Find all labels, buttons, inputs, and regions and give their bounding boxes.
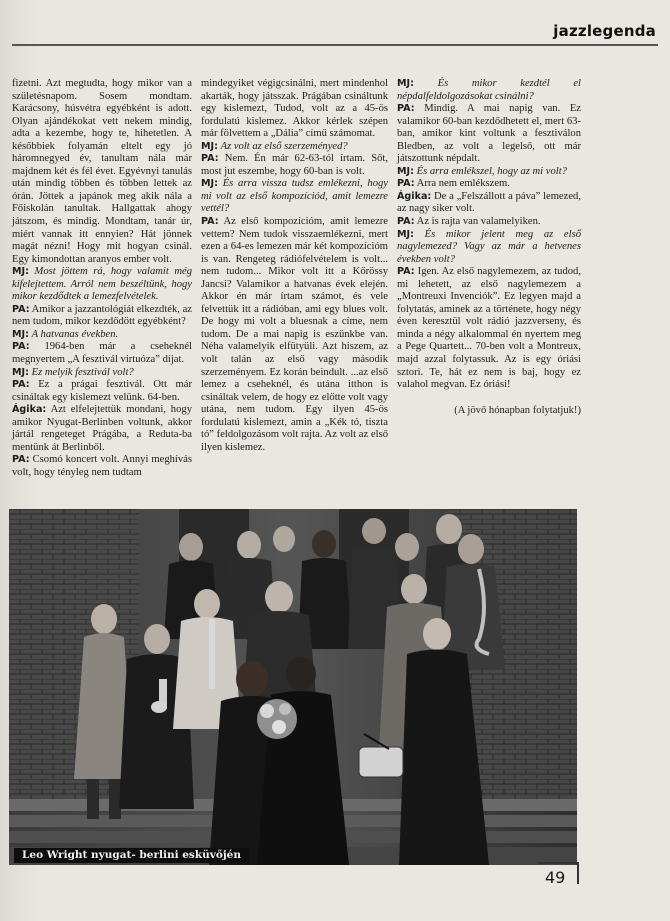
speech-text: Az is rajta van valamelyiken. [416, 216, 541, 228]
speaker-label: MJ: [201, 178, 218, 190]
interview-answer [397, 103, 581, 166]
interview-answer [397, 216, 581, 229]
speech-text: Azt elfelejtettük mondani, hogy amikor Nyugat-Berlinben voltunk, akkor jártál rengeteget Prágába, a Reduta-ba mentünk át Berlinből. [12, 404, 192, 453]
text-column-2 [201, 78, 388, 454]
speech-text: És arra emlékszel, hogy az mi volt? [416, 165, 567, 177]
speech-text: Ez a prágai fesztivál. Ott már csináltak egy kislemezt velünk. 64-ben. [12, 379, 192, 403]
paragraph: mindegyiket végigcsinálni, mert mindenhol akarták, hogy játsszak. Prágában csináltunk egy kislemezt, Tudod, volt az a 45-ös fordulatú kislemez. Akkor kérlek szépen már fölvettem a „Dália” című számomat. [201, 78, 388, 140]
speech-text: Most jöttem rá, hogy valamit még kifelejtettem. Arról nem beszéltünk, hogy mikor kezdődtek a lemezfelvételek. [12, 266, 192, 303]
speech-text: És arra vissza tudsz emlékezni, hogy mi volt az első kompozíciód, amit lemezre vettél? [201, 178, 388, 215]
page-number: 49 [545, 868, 566, 887]
interview-answer [201, 153, 388, 178]
speaker-label: PA: [12, 341, 30, 353]
speaker-label: MJ: [12, 328, 29, 340]
speaker-label: PA: [397, 103, 415, 115]
speaker-label: MJ: [12, 366, 29, 378]
speech-text: Az volt az első szerzeményed? [220, 140, 348, 152]
speaker-label: Ágika: [397, 190, 432, 202]
text-column-1 [12, 78, 192, 480]
speaker-label: MJ: [201, 140, 218, 152]
speech-text: 1964-ben már a cseheknél megnyertem „A fesztivál virtuóza” díjat. [12, 341, 192, 366]
speaker-label: MJ: [397, 228, 414, 240]
interview-answer [12, 454, 192, 479]
interview-answer [397, 266, 581, 391]
speaker-label: PA: [397, 216, 415, 228]
interview-question [12, 329, 192, 342]
speech-text: Nem. Én már 62-63-tól írtam. Sőt, most jut eszembe, hogy 60-ban is volt. [201, 153, 388, 177]
page-number-rule-top [538, 862, 578, 864]
interview-answer [397, 191, 581, 216]
speech-text: A hatvanas években. [31, 328, 119, 340]
interview-answer [12, 341, 192, 366]
speaker-label: PA: [12, 379, 30, 391]
speaker-label: PA: [397, 266, 415, 278]
speech-text: És mikor jelent meg az első nagylemezed? Vagy az már a hetvenes években volt? [397, 228, 581, 265]
speaker-label: PA: [397, 178, 415, 190]
speaker-label: PA: [201, 153, 219, 165]
speaker-label: PA: [12, 303, 30, 315]
page-number-rule-side [577, 862, 579, 884]
section-label: jazzlegenda [553, 22, 656, 40]
speaker-label: MJ: [397, 165, 414, 177]
speech-text: Az első kompozícióm, amit lemezre vettem? Nem tudok visszaemlékezni, mert ezen a 64-es lemezen már két kompozícióm is van. Rengeteg rádiófelvételem is volt... nem tudom... Mikor volt itt a Kőrössy Jancsi? Valamikor a hatvanas évek elején. Akkor én már írtam számot, és vele felvettük itt a rádióban, ami egy blues volt. De hogy mi volt a bluesnak a címe, nem tudom. De a mai napig is eszünkbe van. Néha valamelyik elfütyüli. Azt hiszem, az volt talán az első vagy második szerzeményem. Ez korán beindult. ...az első lemez a cseheknél, és utána itthon is csináltak velem, de hogy ez előtte volt vagy utána, nem tudom. Egy ilyen 45-ös fordulatú kislemezt, amin a „Kék tó, tiszta tó” feldolgozásom volt rajta. Az volt az első ilyen kislemez. [201, 216, 388, 453]
speech-text: És mikor kezdtél el népdalfeldolgozásokat csinálni? [397, 78, 581, 102]
interview-question [397, 166, 581, 179]
photo-caption: Leo Wright nyugat- berlini esküvőjén [14, 848, 249, 863]
speech-text: Mindig. A mai napig van. Ez valamikor 60-ban kezdődhetett el, mert 63-ban, amikor kint voltunk a fesztiválon Bledben, az volt a legelső, ott már játszottunk népdalt. [397, 103, 581, 165]
header-rule [12, 44, 658, 46]
interview-question [201, 178, 388, 216]
closing-note: (A jövő hónapban folytatjuk!) [454, 404, 581, 416]
speaker-label: MJ: [12, 266, 29, 278]
interview-question [397, 229, 581, 267]
interview-answer [397, 178, 581, 191]
wedding-photo-drawing [9, 509, 577, 865]
interview-answer [12, 404, 192, 454]
speaker-label: MJ: [397, 78, 414, 89]
interview-question [12, 367, 192, 380]
speaker-label: Ágika: [12, 404, 47, 416]
speech-text: Arra nem emlékszem. [416, 178, 510, 190]
speech-text: Igen. Az első nagylemezem, az tudod, mi lehetett, az első nagylemezem a „Montreuxi Invenciók”. Ez legyen majd a folytatás, aminek az a története, hogy négy éven keresztül volt rádió jazzverseny, és minda a négy alkalommal én nyertem meg a Pege Quartett... 70-ben volt a Montreux, majd azzal folytassuk. Az is egy óriási sztori. Te, hát ez nem is baj, hogy ez valahol megvan. Ez óriási! [397, 266, 581, 391]
interview-question [201, 141, 388, 154]
interview-answer [12, 304, 192, 329]
interview-answer [12, 379, 192, 404]
speaker-label: PA: [201, 216, 219, 228]
interview-question [397, 78, 581, 103]
speech-text: Csomó koncert volt. Annyi meghívás volt, hogy tényleg nem tudtam [12, 454, 192, 478]
interview-question [12, 266, 192, 304]
speech-text: Ez melyik fesztivál volt? [31, 366, 134, 378]
paragraph: fizetni. Azt megtudta, hogy mikor van a születésnapom. Sosem mondtam. Karácsony, húsvétra egyébként is adott. Olyan ajándékokat vett nekem mindig, adta a kezembe, hogy te, hihetetlen. A későbbiek folyamán eltelt egy jó háromnegyed év, tanultam nála már majdnem két és fél évet. Egyévnyi tanulás után mindig többen és többen lettek az órán. Jöttek a japánok meg akik nála a Főiskolán tanultak. Hallgattak ahogy játszom, és mindig. Mondtam, tanár úr, miért vannak itt ennyien? Hát jönnek magát nézni! Hogy mit hogyan csinál. Egy kimondottan aranyos ember volt. [12, 78, 192, 265]
text-column-3 [397, 78, 581, 417]
interview-answer [201, 216, 388, 454]
wedding-photo [9, 509, 577, 865]
speaker-label: PA: [12, 454, 30, 466]
speech-text: De a „Felszállott a páva” lemezed, az nagy siker volt. [397, 190, 581, 215]
speech-text: Amikor a jazzantológiát elkezdték, az nem tudom, mikor kezdődött egyébként? [12, 303, 192, 328]
